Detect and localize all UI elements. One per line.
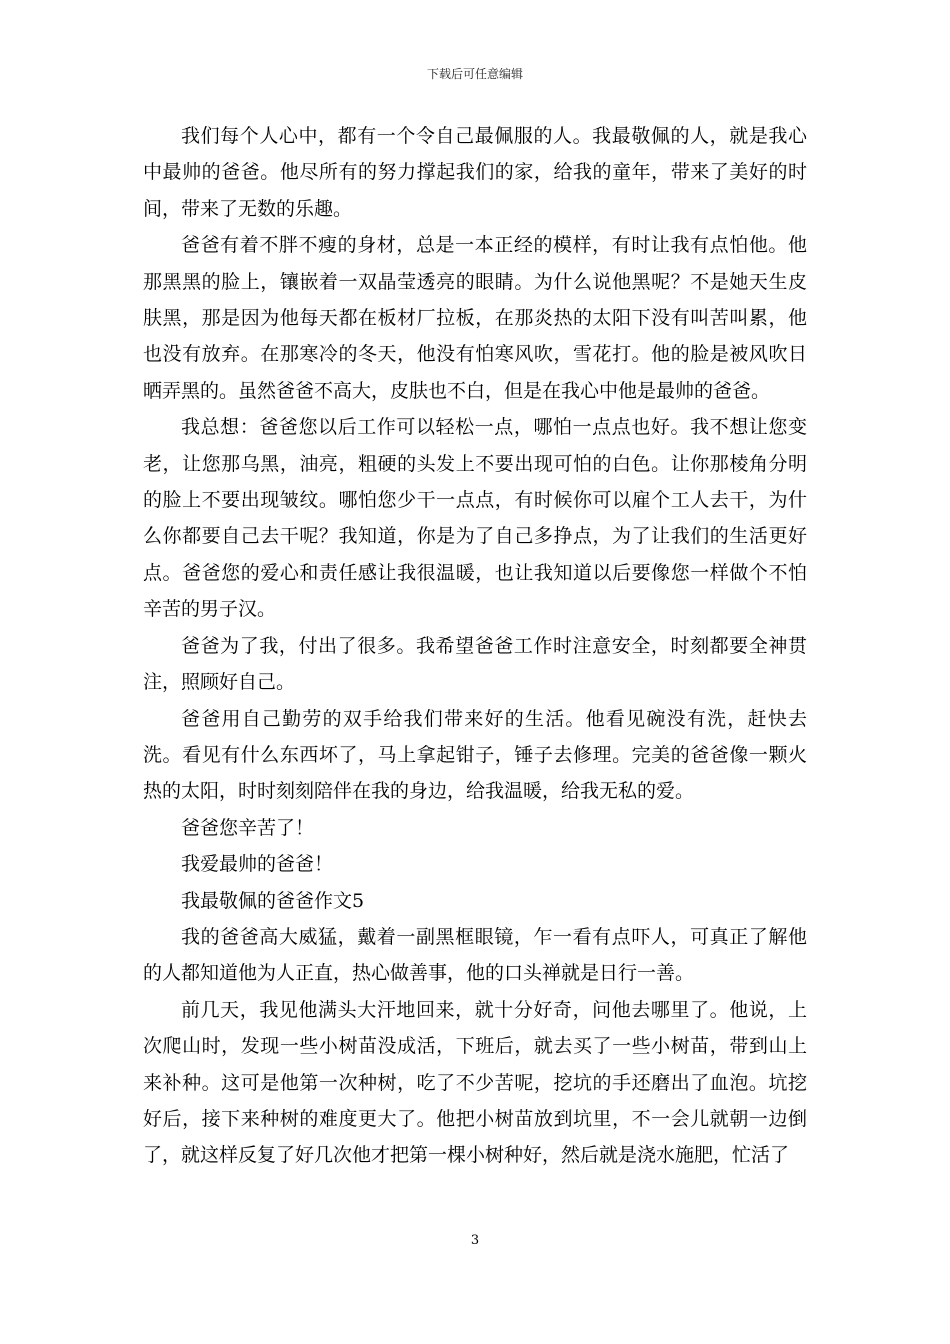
page-header: 下载后可任意编辑: [426, 67, 523, 81]
paragraph: 我的爸爸高大威猛，戴着一副黑框眼镜，乍一看有点吓人，可真正了解他的人都知道他为人正直，热心做善事，他的口头禅就是日行一善。: [143, 925, 807, 985]
paragraph: 爸爸有着不胖不瘦的身材，总是一本正经的模样，有时让我有点怕他。他那黑黑的脸上，镶嵌着一双晶莹透亮的眼睛。为什么说他黑呢？不是她天生皮肤黑，那是因为他每天都在板材厂拉板，在那炎热的太阳下没有叫苦叫累，他也没有放弃。在那寒冷的冬天，他没有怕寒风吹，雪花打。他的脸是被风吹日晒弄黑的。虽然爸爸不高大，皮肤也不白，但是在我心中他是最帅的爸爸。: [143, 234, 807, 402]
section-title: 我最敬佩的爸爸作文5: [181, 889, 365, 912]
document-body: [143, 118, 807, 1174]
paragraph: 我爱最帅的爸爸！: [181, 853, 334, 876]
paragraph: 爸爸用自己勤劳的双手给我们带来好的生活。他看见碗没有洗，赶快去洗。看见有什么东西坏了，马上拿起钳子，锤子去修理。完美的爸爸像一颗火热的太阳，时时刻刻陪伴在我的身边，给我温暖，给我无私的爱。: [143, 707, 807, 803]
paragraph: 前几天，我见他满头大汗地回来，就十分好奇，问他去哪里了。他说，上次爬山时，发现一些小树苗没成活，下班后，就去买了一些小树苗，带到山上来补种。这可是他第一次种树，吃了不少苦呢，挖坑的手还磨出了血泡。坑挖好后，接下来种树的难度更大了。他把小树苗放到坑里，不一会儿就朝一边倒了，就这样反复了好几次他才把第一棵小树种好，然后就是浇水施肥，忙活了: [143, 998, 807, 1167]
paragraph: 我们每个人心中，都有一个令自己最佩服的人。我最敬佩的人，就是我心中最帅的爸爸。他尽所有的努力撑起我们的家，给我的童年，带来了美好的时间，带来了无数的乐趣。: [143, 125, 807, 220]
paragraph: 爸爸为了我，付出了很多。我希望爸爸工作时注意安全，时刻都要全神贯注，照顾好自己。: [143, 634, 807, 694]
page-number: 3: [470, 1233, 480, 1248]
paragraph: 我总想：爸爸您以后工作可以轻松一点，哪怕一点点也好。我不想让您变老，让您那乌黑，油亮，粗硬的头发上不要出现可怕的白色。让你那棱角分明的脸上不要出现皱纹。哪怕您少干一点点，有时候你可以雇个工人去干，为什么你都要自己去干呢？我知道，你是为了自己多挣点，为了让我们的生活更好点。爸爸您的爱心和责任感让我很温暖，也让我知道以后要像您一样做个不怕辛苦的男子汉。: [143, 416, 807, 621]
paragraph: 爸爸您辛苦了！: [181, 816, 315, 839]
